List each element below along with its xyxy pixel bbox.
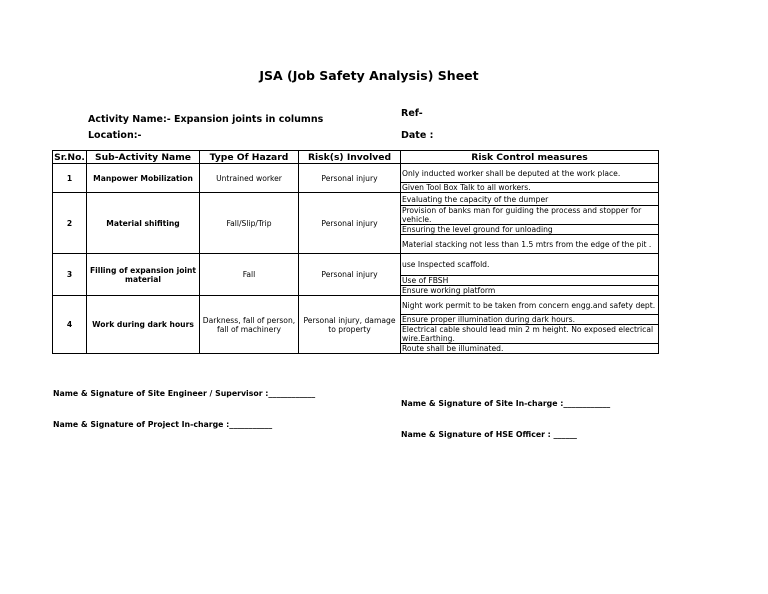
table-row xyxy=(53,193,659,206)
signature-site-engineer: Name & Signature of Site Engineer / Supervisor :____________ xyxy=(53,389,316,398)
hazard: Fall xyxy=(200,254,299,296)
col-header-hazard: Type Of Hazard xyxy=(200,151,299,164)
risk: Personal injury, damage to property xyxy=(299,296,401,354)
sub-activity: Filling of expansion joint material xyxy=(87,254,200,296)
control-measure: Only inducted worker shall be deputed at the work place. xyxy=(401,164,659,183)
col-header-srno: Sr.No. xyxy=(54,151,85,163)
sheet-title: JSA (Job Safety Analysis) Sheet xyxy=(259,68,479,83)
control-measure: Electrical cable should lead min 2 m height. No exposed electrical wire.Earthing. xyxy=(401,325,659,344)
control-measure: Provision of banks man for guiding the process and stopper for vehicle. xyxy=(401,206,659,225)
control-measure: Night work permit to be taken from concern engg.and safety dept. xyxy=(401,296,659,315)
control-measure: Evaluating the capacity of the dumper xyxy=(401,193,659,206)
control-measure: Material stacking not less than 1.5 mtrs from the edge of the pit . xyxy=(401,235,659,254)
ref: Ref- xyxy=(401,108,423,119)
location: Location:- xyxy=(88,130,142,141)
col-header-subactivity: Sub-Activity Name xyxy=(87,151,200,164)
activity-name: Activity Name:- Expansion joints in columns xyxy=(88,114,324,125)
risk: Personal injury xyxy=(299,254,401,296)
sub-activity: Material shifiting xyxy=(87,193,200,254)
control-measure: Ensuring the level ground for unloading xyxy=(401,225,659,235)
hazard: Fall/Slip/Trip xyxy=(200,193,299,254)
control-measure: Ensure proper illumination during dark hours. xyxy=(401,315,659,325)
control-measure: Use of FBSH xyxy=(401,276,659,286)
sr-no: 1 xyxy=(53,164,87,193)
hazard: Untrained worker xyxy=(200,164,299,193)
sr-no: 3 xyxy=(53,254,87,296)
table-row xyxy=(53,254,659,276)
risk: Personal injury xyxy=(299,164,401,193)
risk: Personal injury xyxy=(299,193,401,254)
hazard: Darkness, fall of person, fall of machinery xyxy=(200,296,299,354)
signature-hse-officer: Name & Signature of HSE Officer : ______ xyxy=(401,430,577,439)
table-header-row xyxy=(53,151,659,164)
sr-no: 4 xyxy=(53,296,87,354)
col-header-risk: Risk(s) Involved xyxy=(299,151,401,164)
col-header-control: Risk Control measures xyxy=(401,151,659,164)
table-row xyxy=(53,164,659,183)
table-row xyxy=(53,296,659,315)
jsa-table xyxy=(52,150,659,354)
control-measure: Route shall be illuminated. xyxy=(401,344,659,354)
control-measure: use Inspected scaffold. xyxy=(401,254,659,276)
sub-activity: Manpower Mobilization xyxy=(87,164,200,193)
sub-activity: Work during dark hours xyxy=(87,296,200,354)
date: Date : xyxy=(401,130,434,141)
control-measure: Ensure working platform xyxy=(401,286,659,296)
signature-site-incharge: Name & Signature of Site In-charge :____________ xyxy=(401,399,611,408)
control-measure: Given Tool Box Talk to all workers. xyxy=(401,183,659,193)
signature-project-incharge: Name & Signature of Project In-charge :___________ xyxy=(53,420,273,429)
sr-no: 2 xyxy=(53,193,87,254)
